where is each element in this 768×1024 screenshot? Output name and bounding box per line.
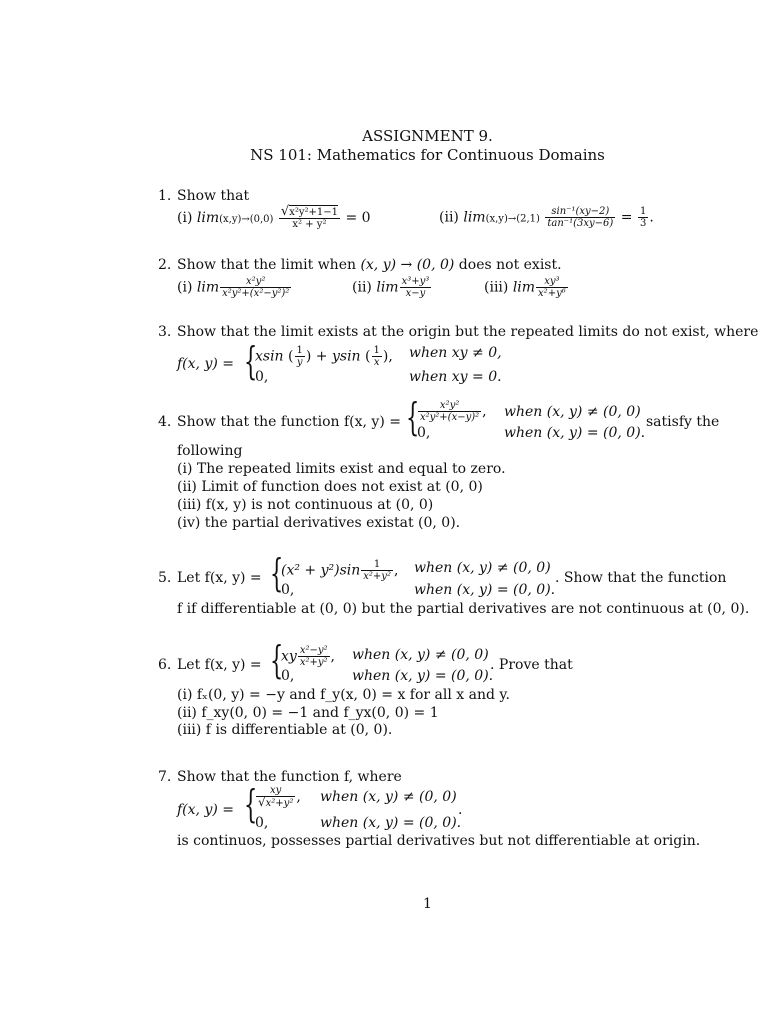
equals: = — [620, 209, 633, 226]
case-1-condition: when (x, y) ≠ (0, 0) — [414, 560, 551, 576]
fraction — [295, 345, 305, 368]
lim-text: lim — [196, 279, 220, 296]
case-2: 0, — [255, 369, 269, 385]
comma: , — [330, 648, 335, 665]
left-brace: { — [244, 339, 258, 383]
denominator: x²y²+(x−y)² — [420, 412, 480, 423]
list-item: (ii) f_xy(0, 0) = −1 and f_yx(0, 0) = 1 — [177, 705, 439, 721]
list-item: (i) The repeated limits exist and equal to zero. — [177, 461, 506, 477]
case-1-condition: when (x, y) ≠ (0, 0) — [320, 789, 457, 805]
part-label: (i) — [177, 210, 193, 226]
problem-intro: Show that the function f, where — [177, 769, 402, 785]
problem-intro: Show that the function f(x, y) = — [177, 414, 401, 430]
case-1-condition: when (x, y) ≠ (0, 0) — [504, 404, 641, 420]
fraction — [400, 276, 432, 299]
intro-math: (x, y) → (0, 0) — [360, 257, 455, 273]
numerator: sin⁻¹(xy−2) — [545, 206, 615, 218]
comma: , — [482, 403, 487, 420]
fraction: $\frac{\text{√x²y²+1−1}}{\text{x² + y²}}$ — [280, 204, 338, 230]
case-2: 0, — [255, 815, 269, 831]
denominator: 3 — [639, 218, 647, 229]
denominator: x²y²+(x²−y²)² — [222, 288, 290, 299]
denominator: y — [296, 357, 303, 368]
denominator: x²+y² — [363, 571, 391, 582]
term: + ysin — [315, 348, 361, 365]
lim-text: lim — [196, 210, 220, 226]
fraction — [545, 206, 615, 229]
fraction — [372, 345, 382, 368]
term: (x² + y²)sin — [281, 562, 361, 579]
problem-number: 7. — [158, 769, 172, 785]
fraction — [536, 276, 568, 299]
numerator: xy³ — [536, 276, 568, 288]
case-1-condition: when xy ≠ 0, — [409, 345, 502, 361]
case-1 — [281, 645, 335, 668]
intro-text: Show that the limit when — [177, 257, 361, 273]
problem-tail: satisfy the — [646, 414, 720, 430]
lim-text: lim — [376, 279, 399, 296]
problem-line: is continuos, possesses partial derivatives but not differentiable at origin. — [177, 833, 701, 849]
numerator: x²y² — [418, 400, 481, 412]
function-lhs: f(x, y) = — [177, 802, 234, 818]
term: xsin — [255, 348, 284, 365]
problem-intro: Let f(x, y) = — [177, 657, 262, 673]
left-brace: { — [270, 638, 284, 682]
case-2: 0, — [417, 425, 431, 441]
problem-number: 3. — [158, 324, 172, 340]
part-label: (iii) — [484, 279, 509, 296]
problem-line: f if differentiable at (0, 0) but the partial derivatives are not continuous at (0, 0). — [177, 601, 750, 617]
case-2-condition: when (x, y) = (0, 0). — [352, 668, 494, 684]
part-label: (ii) — [439, 209, 459, 226]
comma: , — [388, 348, 393, 365]
list-item: (iv) the partial derivatives existat (0, 0). — [177, 515, 461, 531]
numerator: xy — [256, 785, 295, 797]
list-item: (iii) f is differentiable at (0, 0). — [177, 722, 393, 738]
problem-number: 4. — [158, 414, 172, 430]
problem-number: 2. — [158, 257, 172, 273]
limit-ii — [439, 206, 654, 229]
list-item: (ii) Limit of function does not exist at (0, 0) — [177, 479, 483, 495]
case-1-condition: when (x, y) ≠ (0, 0) — [352, 647, 489, 663]
case-2: 0, — [281, 668, 295, 684]
lim-subscript: (x,y)→(2,1) — [485, 213, 540, 225]
intro-text: does not exist. — [454, 257, 562, 273]
case-2-condition: when (x, y) = (0, 0). — [320, 815, 462, 831]
course-title: NS 101: Mathematics for Continuous Domains — [250, 146, 605, 164]
case-1 — [417, 400, 487, 423]
period: . — [649, 209, 654, 226]
left-brace: { — [270, 551, 284, 595]
lim-text: lim — [463, 209, 486, 226]
term: xy — [281, 648, 297, 665]
case-1 — [281, 559, 398, 582]
limit-i — [177, 206, 371, 230]
denominator: x−y — [405, 288, 426, 299]
numerator: x³+y³ — [401, 276, 430, 287]
problem-tail: . Prove that — [490, 657, 573, 673]
fraction — [220, 276, 291, 299]
case-1: xsin ( $\frac{1}{y}$ ) + ysin ( $\frac{1}{x}$ ), — [255, 345, 393, 368]
fraction — [638, 206, 648, 229]
denominator: x² + y² — [292, 219, 327, 230]
problem-intro: Show that — [177, 188, 250, 204]
limit-iii — [484, 276, 569, 299]
fraction — [361, 559, 393, 582]
function-lhs: f(x, y) = — [177, 356, 234, 372]
numerator: x²y² — [220, 276, 291, 288]
problem-number: 1. — [158, 188, 172, 204]
numerator: x²−y² — [299, 645, 328, 656]
problem-intro: Show that the limit exists at the origin but the repeated limits do not exist, where — [177, 324, 759, 340]
denominator: √x²+y² — [258, 795, 294, 809]
fraction — [298, 645, 330, 668]
equals: = 0 — [345, 210, 371, 226]
lim-subscript: (x,y)→(0,0) — [219, 214, 274, 225]
lim-text: lim — [512, 279, 536, 296]
case-2-condition: when (x, y) = (0, 0). — [414, 582, 556, 598]
following-text: following — [177, 443, 243, 459]
fraction — [256, 785, 295, 809]
comma: , — [296, 789, 301, 805]
comma: , — [393, 562, 399, 579]
numerator: 1 — [361, 559, 393, 571]
part-label: (ii) — [352, 279, 372, 296]
left-brace: { — [244, 782, 258, 826]
problem-intro: Let f(x, y) = — [177, 570, 262, 586]
denominator: x — [373, 357, 380, 368]
case-2: 0, — [281, 582, 295, 598]
page-number: 1 — [423, 896, 432, 912]
numerator: 1 — [373, 345, 380, 356]
case-2-condition: when xy = 0. — [409, 369, 502, 385]
list-item: (i) fₓ(0, y) = −y and f_y(x, 0) = x for all x and y. — [177, 687, 510, 703]
fraction — [418, 400, 481, 423]
list-item: (iii) f(x, y) is not continuous at (0, 0) — [177, 497, 434, 513]
radicand: x²+y² — [265, 798, 294, 809]
denominator: x²+y² — [299, 657, 328, 668]
limit-i — [177, 276, 292, 299]
problem-tail: . Show that the function — [555, 570, 727, 586]
case-1 — [255, 785, 301, 809]
denominator: tan⁻¹(3xy−6) — [547, 218, 614, 229]
limit-ii — [352, 276, 432, 299]
numerator: 1 — [639, 206, 647, 217]
period: . — [458, 802, 463, 818]
problem-number: 5. — [158, 570, 172, 586]
assignment-title: ASSIGNMENT 9. — [362, 127, 493, 145]
left-brace: { — [406, 395, 420, 439]
numerator: x²y²+1−1 — [289, 207, 338, 218]
numerator: 1 — [296, 345, 303, 356]
problem-number: 6. — [158, 657, 172, 673]
part-label: (i) — [177, 279, 193, 296]
denominator: x²+y⁶ — [538, 288, 566, 299]
problem-intro — [177, 257, 562, 273]
case-2-condition: when (x, y) = (0, 0). — [504, 425, 646, 441]
